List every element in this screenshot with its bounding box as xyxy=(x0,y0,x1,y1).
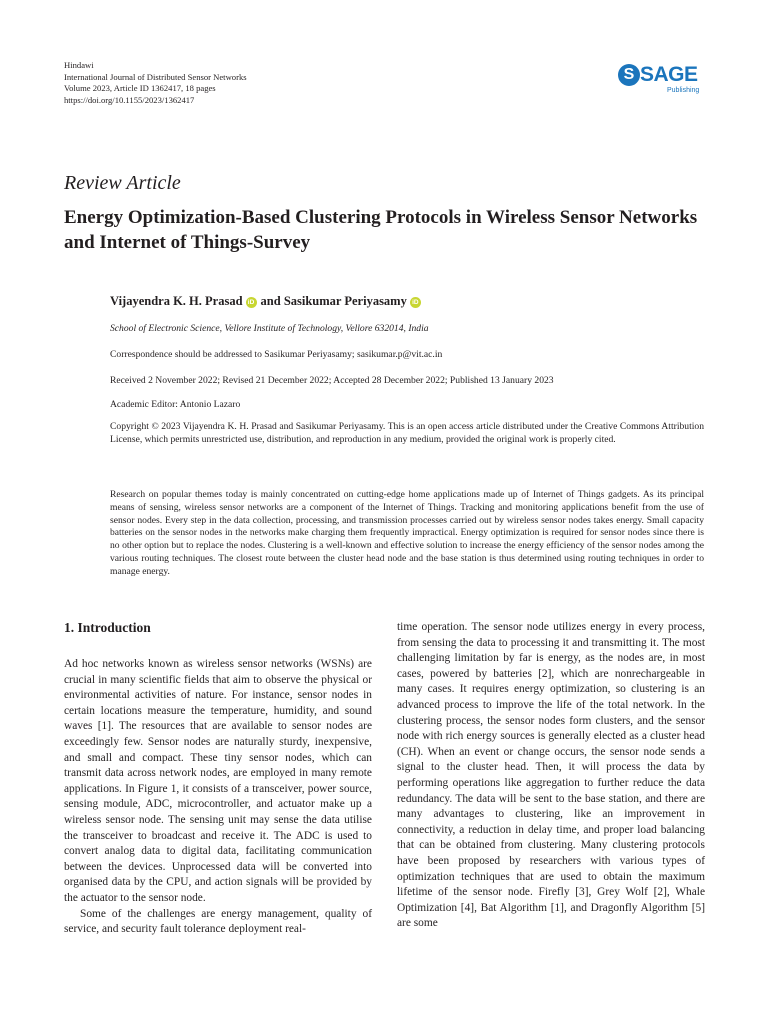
right-column xyxy=(397,620,705,932)
copyright-notice: Copyright © 2023 Vijayendra K. H. Prasad and Sasikumar Periyasamy. This is an open access article distributed under the Creative Commons Attribution License, which permits unrestricted use, distribution, and reproduction in any medium, provided the original work is properly cited. xyxy=(110,421,704,445)
author-connector: and xyxy=(260,294,281,308)
sage-logo xyxy=(618,64,708,98)
journal-header xyxy=(64,60,247,106)
academic-editor: Academic Editor: Antonio Lazaro xyxy=(110,399,241,410)
correspondence: Correspondence should be addressed to Sasikumar Periyasamy; sasikumar.p@vit.ac.in xyxy=(110,349,443,360)
section-heading: 1. Introduction xyxy=(64,620,151,635)
article-type: Review Article xyxy=(64,172,181,194)
journal-name: International Journal of Distributed Sensor Networks xyxy=(64,71,247,82)
body-paragraph: Ad hoc networks known as wireless sensor networks (WSNs) are crucial in many scientific fields that aim to observe the physical or environmental activities of nature. For instance, sensor nodes in certain locations measure the temperature, humidity, and sound waves [1]. The resources that are available to sensor nodes are exceedingly few. Sensor nodes are naturally sturdy, inexpensive, and small and compact. These tiny sensor nodes, which can transmit data across network nodes, are employed in many remote applications. In Figure 1, it consists of a transceiver, power source, sensing module, ADC, microcontroller, and actuator make up a wireless sensor node. The sensing unit may sense the data utilise the transceiver to broadcast and receive it. The ADC is used to convert analog data to digital data, facilitating communication between the devices. Unprocessed data will be converted into organised data by the CPU, and action signals will be provided by the actuator to the sensor node. xyxy=(64,658,372,904)
volume-info: Volume 2023, Article ID 1362417, 18 pages xyxy=(64,83,216,94)
orcid-icon[interactable]: iD xyxy=(246,297,257,308)
doi-link[interactable]: https://doi.org/10.1155/2023/1362417 xyxy=(64,94,195,105)
publication-dates: Received 2 November 2022; Revised 21 December 2022; Accepted 28 December 2022; Published 13 January 2023 xyxy=(110,375,554,386)
affiliation: School of Electronic Science, Vellore Institute of Technology, Vellore 632014, India xyxy=(110,323,429,334)
orcid-icon[interactable]: iD xyxy=(410,297,421,308)
sage-logo-word: SAGE xyxy=(640,63,698,86)
body-paragraph: Some of the challenges are energy management, quality of service, and security fault tolerance deployment real- xyxy=(64,907,372,936)
author-name[interactable]: Vijayendra K. H. Prasad xyxy=(110,294,243,308)
left-column xyxy=(64,620,372,938)
body-paragraph: time operation. The sensor node utilizes energy in every process, from sensing the data to processing it and transmitting it. The most challenging limitation by far is energy, as the nodes are, in most cases, powered by batteries [2], which are nonrechargeable in many cases. It requires energy optimization, so clustering is an advanced process to improve the life of the total network. In the clustering process, the sensor nodes form clusters, and the sensor node with rich energy sources is generally elected as a cluster head (CH). When an event or change occurs, the sensor node sends a signal to the cluster head. Then, it will process the data by performing operations like aggregation to further reduce the data redundancy. The data will be sent to the base station, and there are many advantages to clustering, like an improvement in connectivity, a reduction in delay time, and proper load balancing that can be obtained from clustering. Many clustering protocols have been proposed by researchers with various types of optimization techniques that are used to obtain the maximum lifetime of the sensor node. Firefly [3], Grey Wolf [2], Whale Optimization [4], Bat Algorithm [1], and Dragonfly Algorithm [5] are some xyxy=(397,621,705,930)
publisher-name: Hindawi xyxy=(64,60,94,70)
article-title: Energy Optimization-Based Clustering Protocols in Wireless Sensor Networks and Internet of Things-Survey xyxy=(64,207,698,253)
author-list xyxy=(110,294,425,309)
sage-logo-sub: Publishing xyxy=(667,87,700,94)
author-name[interactable]: Sasikumar Periyasamy xyxy=(283,294,407,308)
sage-logo-mark: S xyxy=(618,64,640,86)
abstract: Research on popular themes today is mainly concentrated on cutting-edge home applications made up of Internet of Things gadgets. As its principal means of sensing, wireless sensor networks are a component of the Internet of Things. Tracking and monitoring applications benefit from the use of sensor nodes. Every step in the data collection, processing, and transmission processes carried out by wireless sensor nodes takes energy. Small capacity batteries on the sensor nodes in the networks make charging them frequently impractical. Energy optimization is required for sensor nodes since there is no other option but to replace the nodes. Clustering is a well-known and effective solution to increase the energy efficiency of the sensor nodes among the various routing techniques. The closest route between the cluster head node and the base station is thus determined using routing techniques in order to manage energy. xyxy=(110,489,704,577)
